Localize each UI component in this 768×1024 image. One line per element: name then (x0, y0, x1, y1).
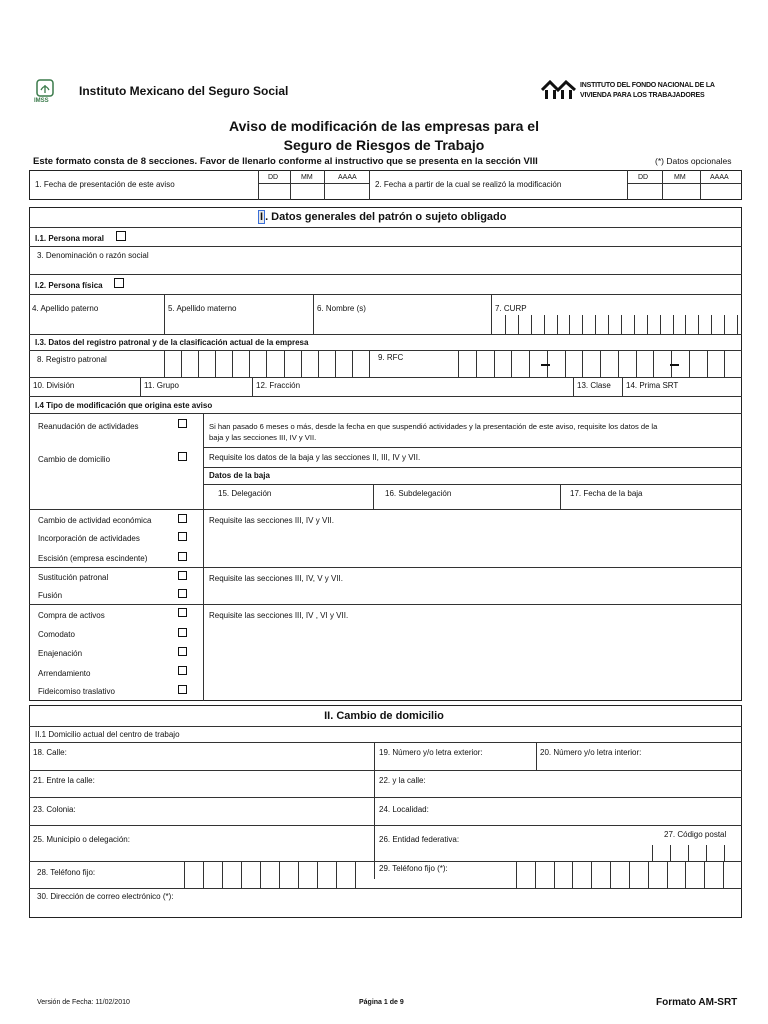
rfc-cells[interactable] (458, 350, 742, 377)
reanudacion-label: Reanudación de actividades (38, 422, 139, 431)
cambio-domicilio-note: Requisite los datos de la baja y las secciones II, III, IV y VII. (209, 453, 421, 462)
colonia-label: 23. Colonia: (33, 805, 76, 814)
sustitucion-checkbox[interactable] (178, 571, 187, 580)
version-fecha: Versión de Fecha: 11/02/2010 (37, 999, 130, 1006)
delegacion-label: 15. Delegación (218, 489, 272, 498)
incorporacion-label: Incorporación de actividades (38, 534, 140, 543)
infonavit-logo (541, 80, 577, 100)
escision-label: Escisión (empresa escindente) (38, 554, 148, 563)
domicilio-sub-label: II.1 Domicilio actual del centro de trabajo (35, 730, 180, 739)
division-label: 10. División (33, 381, 75, 390)
arrendamiento-checkbox[interactable] (178, 666, 187, 675)
dd-label-2: DD (638, 174, 649, 181)
fusion-checkbox[interactable] (178, 589, 187, 598)
datos-baja-label: Datos de la baja (209, 471, 270, 480)
registro-header: I.3. Datos del registro patronal y de la clasificación actual de la empresa (35, 338, 309, 347)
rfc-dash-1 (541, 364, 550, 366)
enajenacion-checkbox[interactable] (178, 647, 187, 656)
fideicomiso-checkbox[interactable] (178, 685, 187, 694)
comodato-checkbox[interactable] (178, 628, 187, 637)
aaaa-label-1: AAAA (338, 174, 357, 181)
tipo-modificacion-header: I.4 Tipo de modificación que origina este aviso (35, 401, 213, 410)
subdelegacion-label: 16. Subdelegación (385, 489, 452, 498)
section-1-title (258, 211, 507, 223)
prima-label: 14. Prima SRT (626, 381, 679, 390)
page-number: Página 1 de 9 (359, 999, 404, 1006)
entidad-label: 26. Entidad federativa: (379, 835, 460, 844)
dd-label-1: DD (268, 174, 279, 181)
instructions: Este formato consta de 8 secciones. Favor de llenarlo conforme al instructivo que se presenta en la sección VIII (33, 156, 538, 167)
curp-cells[interactable] (505, 315, 738, 334)
sustitucion-label: Sustitución patronal (38, 573, 109, 582)
cambio-domicilio-label: Cambio de domicilio (38, 455, 111, 464)
section-1-title-text: . Datos generales del patrón o sujeto obligado (265, 211, 507, 223)
apellido-paterno-label: 4. Apellido paterno (32, 304, 99, 313)
cambio-domicilio-checkbox[interactable] (178, 452, 187, 461)
grupo-label: 11. Grupo (144, 381, 179, 390)
infonavit-house-icon (541, 80, 577, 100)
section-1-numeral: I (260, 211, 264, 223)
fecha-modificacion-label: 2. Fecha a partir de la cual se realizó la modificación (375, 180, 562, 189)
aaaa-label-2: AAAA (710, 174, 729, 181)
telefono-2-label: 29. Teléfono fijo (*): (379, 864, 448, 873)
clase-label: 13. Clase (577, 381, 611, 390)
mm-label-2: MM (674, 174, 686, 181)
municipio-label: 25. Municipio o delegación: (33, 835, 130, 844)
arrendamiento-label: Arrendamiento (38, 669, 91, 678)
codigo-postal-cells[interactable] (652, 845, 742, 861)
fecha-presentacion-label: 1. Fecha de presentación de este aviso (35, 180, 175, 189)
fusion-label: Fusión (38, 591, 63, 600)
entre-calle-label: 21. Entre la calle: (33, 776, 95, 785)
infonavit-line2: VIVIENDA PARA LOS TRABAJADORES (580, 92, 705, 99)
form-title-line2: Seguro de Riesgos de Trabajo (283, 137, 485, 153)
telefono-2-cells[interactable] (516, 861, 742, 888)
mm-label-1: MM (301, 174, 313, 181)
imss-logo (34, 78, 56, 106)
comodato-label: Comodato (38, 630, 75, 639)
section-2-title: II. Cambio de domicilio (324, 710, 444, 722)
localidad-label: 24. Localidad: (379, 805, 429, 814)
rfc-dash-2 (670, 364, 679, 366)
group-b-note: Requisite las secciones III, IV, V y VII. (209, 574, 343, 583)
num-int-label: 20. Número y/o letra interior: (540, 748, 642, 757)
enajenacion-label: Enajenación (38, 649, 83, 658)
cambio-actividad-checkbox[interactable] (178, 514, 187, 523)
fecha-presentacion-input[interactable] (259, 184, 369, 199)
registro-patronal-cells[interactable] (164, 350, 370, 377)
infonavit-line1: INSTITUTO DEL FONDO NACIONAL DE LA (580, 82, 715, 89)
escision-checkbox[interactable] (178, 552, 187, 561)
telefono-1-label: 28. Teléfono fijo: (37, 868, 96, 877)
nombre-label: 6. Nombre (s) (317, 304, 366, 313)
cambio-actividad-label: Cambio de actividad económica (38, 516, 152, 525)
imss-name: Instituto Mexicano del Seguro Social (79, 84, 289, 98)
compra-label: Compra de activos (38, 611, 105, 620)
fideicomiso-label: Fideicomiso traslativo (38, 687, 115, 696)
denominacion-label: 3. Denominación o razón social (37, 251, 149, 260)
optional-note: (*) Datos opcionales (655, 156, 732, 166)
apellido-materno-label: 5. Apellido materno (168, 304, 237, 313)
denominacion-input[interactable] (30, 262, 741, 274)
formato-label: Formato AM-SRT (656, 997, 738, 1008)
persona-moral-label: I.1. Persona moral (35, 234, 104, 243)
rfc-label: 9. RFC (378, 353, 404, 362)
group-a-note: Requisite las secciones III, IV y VII. (209, 516, 334, 525)
codigo-postal-label: 27. Código postal (664, 830, 727, 839)
curp-label: 7. CURP (495, 304, 527, 313)
reanudacion-note-2: baja y las secciones III, IV y VII. (209, 433, 317, 442)
fecha-modificacion-input[interactable] (628, 184, 741, 199)
persona-moral-checkbox[interactable] (116, 231, 126, 241)
registro-patronal-label: 8. Registro patronal (37, 355, 107, 364)
reanudacion-note-1: Si han pasado 6 meses o más, desde la fecha en que suspendió actividades y la presentación de este aviso, requisite los datos de la (209, 422, 658, 431)
group-c-note: Requisite las secciones III, IV , VI y VII. (209, 611, 349, 620)
email-input[interactable] (30, 902, 741, 917)
persona-fisica-checkbox[interactable] (114, 278, 124, 288)
persona-fisica-label: I.2. Persona física (35, 281, 103, 290)
fecha-baja-label: 17. Fecha de la baja (570, 489, 643, 498)
fraccion-label: 12. Fracción (256, 381, 301, 390)
incorporacion-checkbox[interactable] (178, 532, 187, 541)
calle-label: 18. Calle: (33, 748, 67, 757)
form-title-line1: Aviso de modificación de las empresas para el (229, 118, 539, 134)
imss-logo-text: IMSS (34, 98, 49, 104)
num-ext-label: 19. Número y/o letra exterior: (379, 748, 483, 757)
reanudacion-checkbox[interactable] (178, 419, 187, 428)
y-calle-label: 22. y la calle: (379, 776, 426, 785)
telefono-1-cells[interactable] (184, 861, 374, 888)
email-label: 30. Dirección de correo electrónico (*): (37, 892, 174, 901)
compra-checkbox[interactable] (178, 608, 187, 617)
